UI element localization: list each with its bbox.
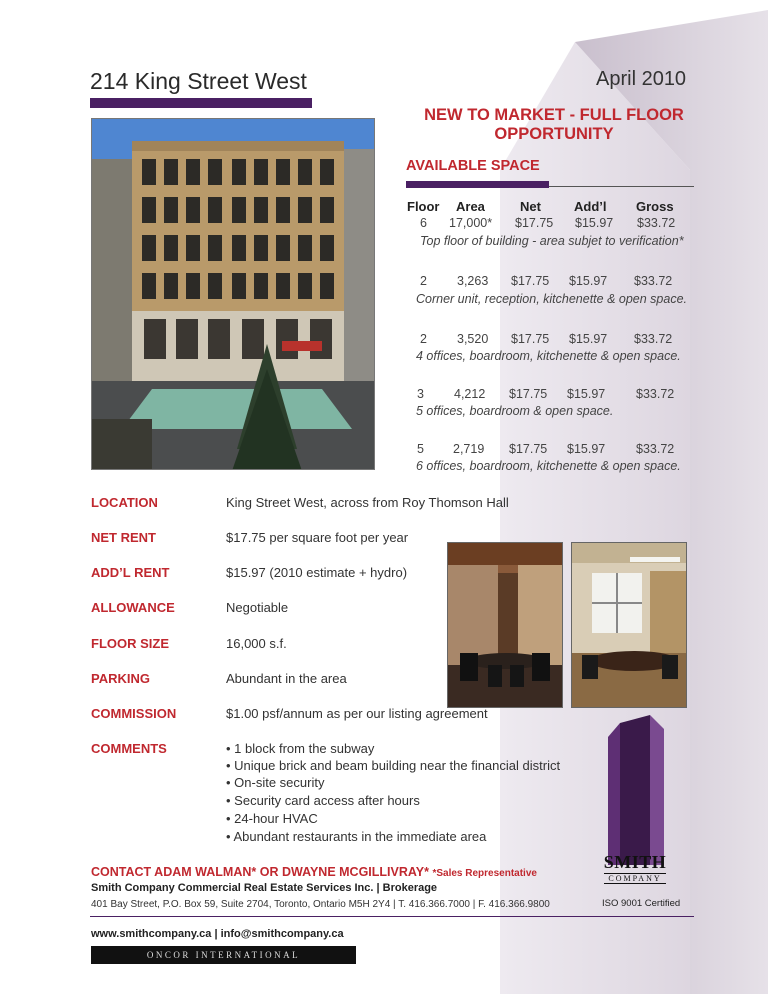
parking-value: Abundant in the area: [226, 671, 347, 686]
sales-rep-note: *Sales Representative: [432, 868, 537, 879]
row-area: 17,000*: [449, 216, 493, 230]
promo-headline: NEW TO MARKET - FULL FLOOR OPPORTUNITY: [424, 106, 684, 143]
commission-label: COMMISSION: [91, 706, 177, 721]
col-header-gross: Gross: [636, 199, 674, 214]
row-floor: 3: [417, 387, 424, 401]
row-addl: $15.97: [567, 387, 606, 401]
row-note: 6 offices, boardroom, kitchenette & open space.: [416, 459, 681, 473]
parking-label: PARKING: [91, 671, 150, 686]
floor-size-value: 16,000 s.f.: [226, 636, 287, 651]
row-net: $17.75: [515, 216, 554, 230]
available-space-accent-bar: [406, 181, 549, 188]
smith-tower-logo-graphic: [600, 715, 670, 865]
row-note: Top floor of building - area subjet to verification*: [420, 234, 684, 248]
row-gross: $33.72: [634, 274, 673, 288]
interior-photo-boardroom: [447, 542, 563, 708]
allowance-value: Negotiable: [226, 600, 289, 615]
interior-photo-office: [571, 542, 687, 708]
row-addl: $15.97: [567, 442, 606, 456]
net-rent-label: NET RENT: [91, 530, 156, 545]
row-net: $17.75: [511, 332, 550, 346]
iso-certification: ISO 9001 Certified: [602, 898, 681, 909]
building-photo: [91, 118, 375, 470]
logo-company-text: COMPANY: [604, 873, 666, 884]
row-area: 3,263: [457, 274, 489, 288]
row-gross: $33.72: [636, 442, 675, 456]
row-floor: 2: [420, 332, 427, 346]
logo-smith-text: SMITH: [603, 852, 667, 872]
header-accent-bar: [90, 98, 312, 108]
row-net: $17.75: [509, 442, 548, 456]
comments-label: COMMENTS: [91, 741, 167, 756]
row-note: 5 offices, boardroom & open space.: [416, 404, 614, 418]
row-floor: 2: [420, 274, 427, 288]
row-area: 2,719: [453, 442, 485, 456]
location-label: LOCATION: [91, 495, 158, 510]
net-rent-value: $17.75 per square foot per year: [226, 530, 409, 545]
comment-item: • On-site security: [226, 775, 325, 790]
allowance-label: ALLOWANCE: [91, 600, 175, 615]
available-space-heading: AVAILABLE SPACE: [406, 158, 540, 174]
col-header-floor: Floor: [407, 199, 440, 214]
oncor-international-text: ONCOR INTERNATIONAL: [146, 950, 301, 960]
addl-rent-label: ADD’L RENT: [91, 565, 170, 580]
comment-item: • Unique brick and beam building near the financial district: [226, 758, 561, 773]
office-address: 401 Bay Street, P.O. Box 59, Suite 2704, Toronto, Ontario M5H 2Y4 | T. 416.366.7000 | F. 416.366.9800: [91, 899, 550, 910]
comment-item: • 24-hour HVAC: [226, 811, 318, 826]
smith-company-logo: [598, 852, 672, 884]
row-net: $17.75: [511, 274, 550, 288]
commission-value: $1.00 psf/annum as per our listing agreement: [226, 706, 488, 721]
row-floor: 6: [420, 216, 427, 230]
comment-item: • 1 block from the subway: [226, 741, 375, 756]
comment-item: • Abundant restaurants in the immediate area: [226, 829, 487, 844]
col-header-net: Net: [520, 199, 541, 214]
footer-divider: [90, 916, 694, 917]
row-note: Corner unit, reception, kitchenette & open space.: [416, 292, 687, 306]
row-note: 4 offices, boardroom, kitchenette & open space.: [416, 349, 681, 363]
row-area: 4,212: [454, 387, 486, 401]
contact-names: CONTACT ADAM WALMAN* OR DWAYNE MCGILLIVRAY*: [91, 865, 429, 879]
property-address-title: 214 King Street West: [90, 68, 307, 94]
floor-size-label: FLOOR SIZE: [91, 636, 169, 651]
row-addl: $15.97: [569, 274, 608, 288]
col-header-area: Area: [456, 199, 485, 214]
row-gross: $33.72: [634, 332, 673, 346]
brokerage-name: Smith Company Commercial Real Estate Services Inc. | Brokerage: [91, 882, 438, 894]
col-header-addl: Add’l: [574, 199, 607, 214]
available-space-divider: [549, 186, 694, 187]
row-floor: 5: [417, 442, 424, 456]
row-net: $17.75: [509, 387, 548, 401]
row-gross: $33.72: [637, 216, 676, 230]
row-addl: $15.97: [575, 216, 614, 230]
location-value: King Street West, across from Roy Thomson Hall: [226, 495, 509, 510]
addl-rent-value: $15.97 (2010 estimate + hydro): [226, 565, 408, 580]
row-area: 3,520: [457, 332, 489, 346]
row-gross: $33.72: [636, 387, 675, 401]
contact-line: [91, 865, 537, 879]
row-addl: $15.97: [569, 332, 608, 346]
listing-date: April 2010: [596, 68, 687, 90]
comment-item: • Security card access after hours: [226, 793, 420, 808]
website-email-link[interactable]: www.smithcompany.ca | info@smithcompany.ca: [91, 928, 344, 940]
